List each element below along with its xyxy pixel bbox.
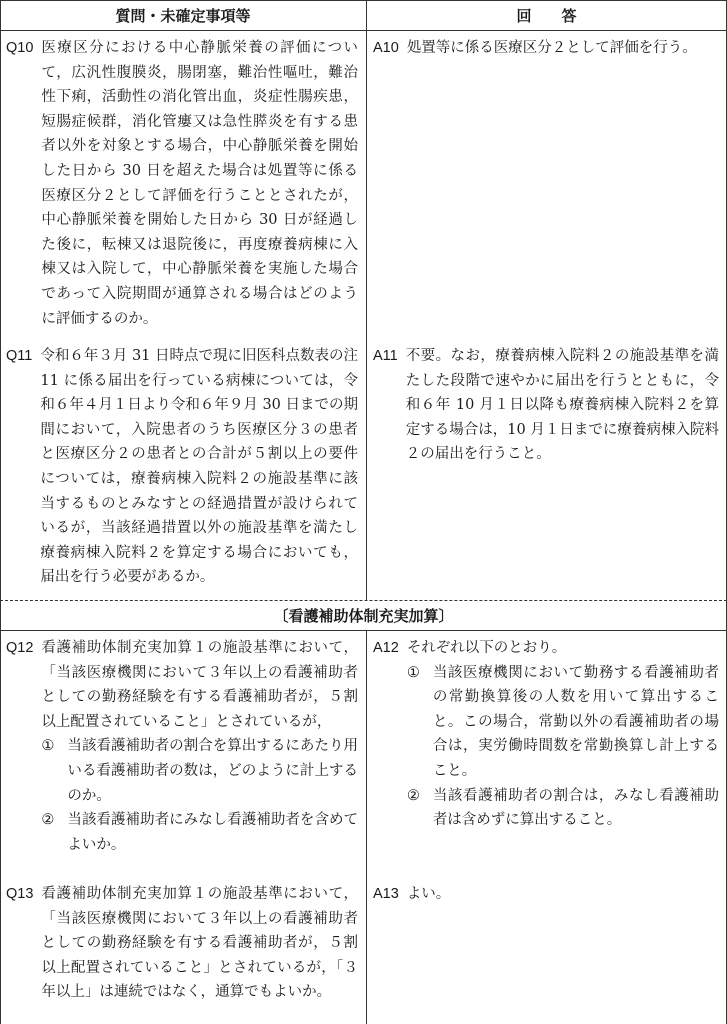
question-text: 令和６年３月 31 日時点で現に旧医科点数表の注 11 に係る届出を行っている病棟については，令和６年４月１日より令和６年９月 30 日までの期間において，入院患者のうち医療区分３の患者と医療区分２の患者との合計が５割以上の要件については，療養病棟入院料２の施設基準に該当するものとみなすとの経過措置が設けられているが，当該経過措置以外の施設基準を満たし療養病棟入院料２を算定する場合においても，届出を行う必要があるか。 xyxy=(40,348,359,586)
question-q10 xyxy=(6,36,358,331)
answer-label: A11 xyxy=(373,348,398,364)
answer-label: A13 xyxy=(373,886,399,902)
answer-a11 xyxy=(373,344,719,467)
answer-a13 xyxy=(373,882,719,907)
header-answer: 回 答 xyxy=(516,6,577,25)
subitem-text: 当該看護補助者の割合を算出するにあたり用いる看護補助者の数は，どのように計上するのか。 xyxy=(67,738,358,804)
subitem-text: 当該看護補助者にみなし看護補助者を含めてよいか。 xyxy=(67,812,358,853)
subitem-number: ① xyxy=(41,738,55,755)
answer-subitem xyxy=(407,661,719,784)
subitem-number: ② xyxy=(406,787,420,804)
question-label: Q11 xyxy=(6,348,33,364)
question-label: Q10 xyxy=(6,40,34,56)
question-q11 xyxy=(6,344,358,590)
question-q13 xyxy=(6,882,358,1005)
section-top-divider xyxy=(0,600,727,601)
question-text: 医療区分における中心静脈栄養の評価について，広汎性腹膜炎，腸閉塞，難治性嘔吐，難治性下痢，活動性の消化管出血，炎症性腸疾患，短腸症候群，消化管瘻又は急性膵炎を有する患者以外を対象とする場合，中心静脈栄養を開始した日から 30 日を超えた場合は処置等に係る医療区分２として評価を行うこととされたが，中心静脈栄養を開始した日から 30 日が経過した後に，転棟又は退院後に，再度療養病棟に入棟又は入院して，中心静脈栄養を実施した場合であって入院期間が通算される場合はどのように評価するのか。 xyxy=(41,40,358,327)
answer-text: それぞれ以下のとおり。 xyxy=(406,640,567,656)
question-label: Q12 xyxy=(6,640,34,656)
answer-a12 xyxy=(373,636,719,833)
subitem-number: ② xyxy=(41,812,55,829)
column-divider-upper xyxy=(366,0,367,600)
question-subitem xyxy=(41,734,358,808)
answer-text: 処置等に係る医療区分２として評価を行う。 xyxy=(406,40,697,56)
section-heading: 〔看護補助体制充実加算〕 xyxy=(273,607,454,625)
answer-subitem xyxy=(407,784,719,833)
column-divider-lower xyxy=(366,630,367,1024)
table-left-border xyxy=(0,0,1,1024)
question-text: 看護補助体制充実加算１の施設基準において，「当該医療機関において３年以上の看護補助者としての勤務経験を有する看護補助者が，５割以上配置されていること」とされているが，「３年以上」は連続ではなく，通算でもよいか。 xyxy=(41,886,358,1001)
subitem-number: ① xyxy=(406,664,420,681)
question-q12 xyxy=(6,636,358,857)
answer-a10 xyxy=(373,36,719,61)
answer-text: よい。 xyxy=(406,886,451,902)
question-subitem xyxy=(41,808,358,857)
answer-label: A10 xyxy=(373,40,399,56)
subitem-text: 当該医療機関において勤務する看護補助者の常勤換算後の人数を用いて算出すること。この場合，常勤以外の看護補助者の場合は，実労働時間数を常勤換算し計上すること。 xyxy=(432,664,719,779)
question-text: 看護補助体制充実加算１の施設基準において，「当該医療機関において３年以上の看護補助者としての勤務経験を有する看護補助者が，５割以上配置されていること」とされているが， xyxy=(41,640,358,730)
answer-label: A12 xyxy=(373,640,399,656)
answer-body xyxy=(407,636,719,833)
section-bottom-divider xyxy=(0,630,727,631)
subitem-text: 当該看護補助者の割合は，みなし看護補助者は含めずに算出すること。 xyxy=(432,787,719,829)
question-body xyxy=(41,636,358,857)
header-bottom-border xyxy=(0,30,727,31)
answer-text: 不要。なお，療養病棟入院料２の施設基準を満たした段階で速やかに届出を行うとともに，令和６年 10 月１日以降も療養病棟入院料２を算定する場合は，10 月１日までに療養病棟入院料２の届出を行うこと。 xyxy=(405,348,719,463)
header-question: 質問・未確定事項等 xyxy=(115,6,251,25)
question-label: Q13 xyxy=(6,886,34,902)
